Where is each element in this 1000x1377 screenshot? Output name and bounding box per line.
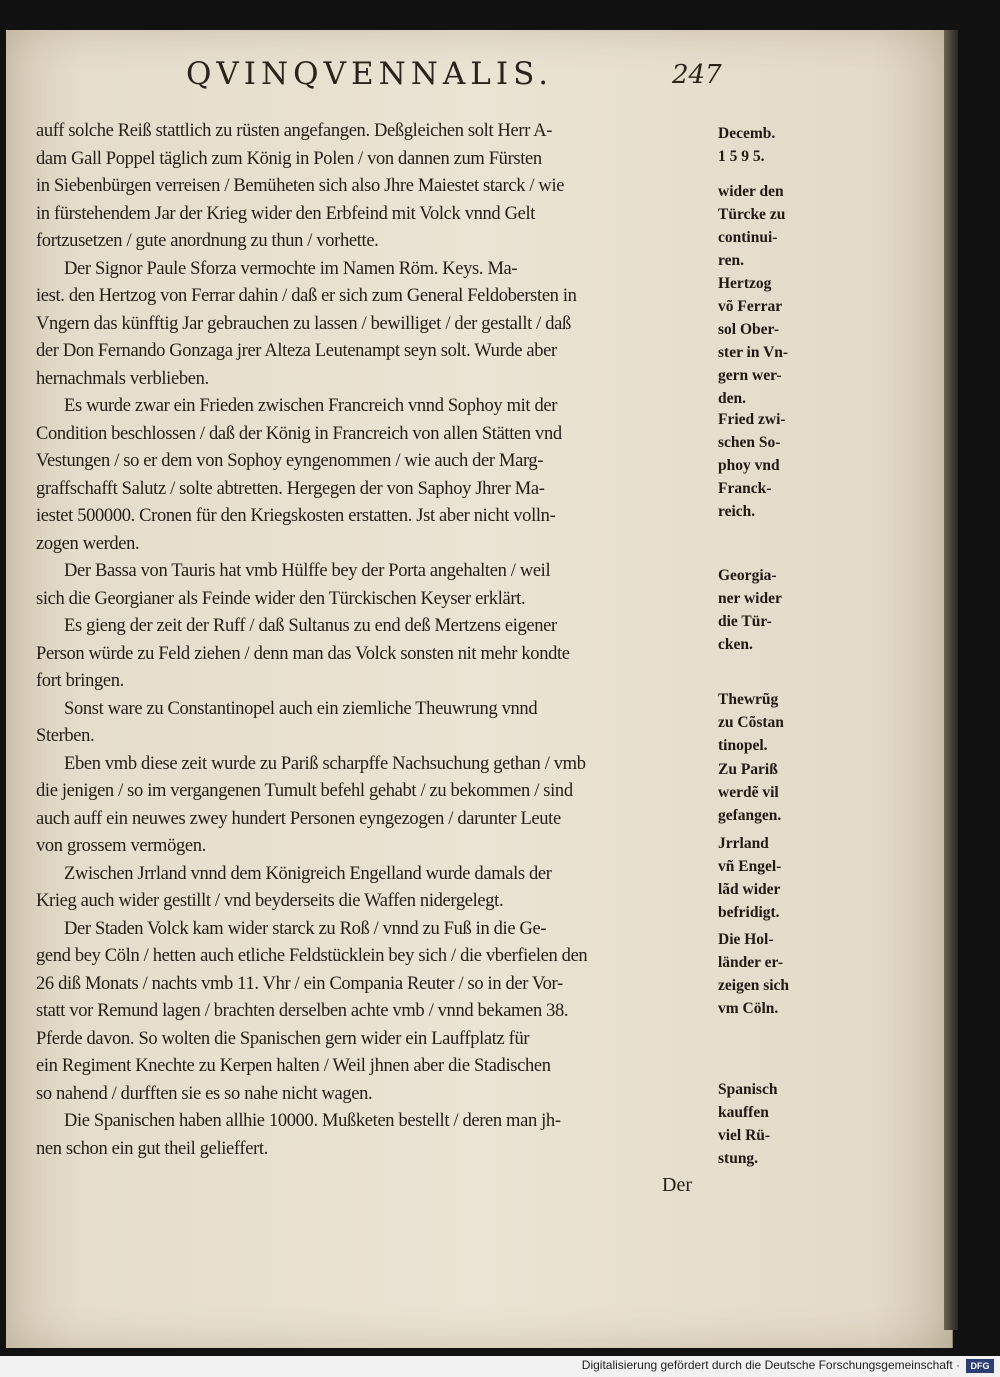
margin-note xyxy=(718,928,818,1020)
text-line: hernachmals verblieben. xyxy=(36,368,209,389)
text-line: Der Staden Volck kam wider starck zu Roß / vnnd zu Fuß in die Ge- xyxy=(64,918,547,939)
text-line: statt vor Remund lagen / brachten derselben achte vmb / vnnd bekamen 38. xyxy=(36,1001,569,1021)
margin-note-line: sol Ober- xyxy=(718,321,779,338)
margin-note-line: zu Cõstan xyxy=(718,714,784,731)
text-line: Es gieng der zeit der Ruff / daß Sultanus zu end deß Mertzens eigener xyxy=(64,616,557,636)
text-line: fort bringen. xyxy=(36,671,124,691)
paragraph xyxy=(36,916,712,1109)
text-line: Die Spanischen haben allhie 10000. Mußketen bestellt / deren man jh- xyxy=(64,1111,561,1131)
paragraph xyxy=(36,613,712,696)
margin-note xyxy=(718,122,818,168)
text-line: Sonst ware zu Constantinopel auch ein ziemliche Theuwrung vnnd xyxy=(64,698,538,719)
margin-note xyxy=(718,180,818,272)
dfg-logo-icon: DFG xyxy=(966,1359,994,1373)
paragraph xyxy=(36,256,712,394)
margin-note-line: cken. xyxy=(718,636,753,653)
margin-note-line: wider den xyxy=(718,183,784,200)
text-line: Pferde davon. So wolten die Spanischen gern wider ein Lauffplatz für xyxy=(36,1028,530,1049)
margin-note-line: Thewrũg xyxy=(718,691,779,708)
margin-note-line: Jrrland xyxy=(718,835,769,852)
margin-note-line: gefangen. xyxy=(718,807,782,824)
margin-note-line: lãd wider xyxy=(718,881,781,898)
running-head: QVINQVENNALIS. xyxy=(186,56,554,92)
margin-note-line: phoy vnd xyxy=(718,457,780,474)
footer-credit: Digitalisierung gefördert durch die Deutsche Forschungsgemeinschaft · xyxy=(581,1358,960,1372)
margin-note-line: tinopel. xyxy=(718,737,768,754)
margin-note-line: länder er- xyxy=(718,954,783,971)
margin-note-line: befridigt. xyxy=(718,904,780,921)
paragraph xyxy=(36,861,712,916)
text-line: Condition beschlossen / daß der König in Francreich von allen Stätten vnd xyxy=(36,423,562,444)
margin-note xyxy=(718,272,818,410)
margin-note-line: schen So- xyxy=(718,434,781,451)
text-line: nen schon ein gut theil gelieffert. xyxy=(36,1138,268,1159)
text-line: Zwischen Jrrland vnnd dem Königreich Engelland wurde damals der xyxy=(64,863,552,884)
margin-note-line: Hertzog xyxy=(718,275,772,292)
text-line: iest. den Hertzog von Ferrar dahin / daß er sich zum General Feldobersten in xyxy=(36,286,577,306)
page-edge xyxy=(944,30,958,1330)
text-line: Es wurde zwar ein Frieden zwischen Francreich vnnd Sophoy mit der xyxy=(64,396,558,416)
text-line: Krieg auch wider gestillt / vnd beyderseits die Waffen nidergelegt. xyxy=(36,891,504,911)
text-line: die jenigen / so im vergangenen Tumult befehl gehabt / zu bekommen / sind xyxy=(36,781,573,801)
margin-note-line: zeigen sich xyxy=(718,977,790,994)
margin-note-line: Die Hol- xyxy=(718,931,774,948)
body-text xyxy=(36,118,712,1163)
page-number: 247 xyxy=(672,60,722,90)
margin-note-line: Georgia- xyxy=(718,567,777,584)
text-line: so nahend / durfften sie es so nahe nicht wagen. xyxy=(36,1083,373,1104)
text-line: zogen werden. xyxy=(36,533,140,554)
margin-note-line: ner wider xyxy=(718,590,782,607)
margin-note xyxy=(718,688,818,757)
text-line: Person würde zu Feld ziehen / denn man das Volck sonsten nit mehr kondte xyxy=(36,643,570,664)
text-line: Der Signor Paule Sforza vermochte im Namen Röm. Keys. Ma- xyxy=(64,258,518,279)
margin-note-line: ren. xyxy=(718,252,744,269)
text-line: auff solche Reiß stattlich zu rüsten angefangen. Deßgleichen solt Herr A- xyxy=(36,121,553,141)
text-line: fortzusetzen / gute anordnung zu thun / vorhette. xyxy=(36,231,379,251)
margin-note xyxy=(718,564,818,656)
text-line: in Siebenbürgen verreisen / Bemüheten sich also Jhre Maiestet starck / wie xyxy=(36,176,565,196)
paragraph xyxy=(36,118,712,256)
margin-note-line: stung. xyxy=(718,1150,759,1167)
text-line: 26 diß Monats / nachts vmb 11. Vhr / ein Compania Reuter / so in der Vor- xyxy=(36,973,563,994)
margin-note xyxy=(718,758,818,827)
footer-bar xyxy=(0,1356,1000,1377)
text-line: in fürstehendem Jar der Krieg wider den Erbfeind mit Volck vnnd Gelt xyxy=(36,203,536,224)
text-line: Eben vmb diese zeit wurde zu Pariß scharpffe Nachsuchung gethan / vmb xyxy=(64,753,586,774)
text-line: gend bey Cöln / hetten auch etliche Feldstücklein bey sich / die vberfielen den xyxy=(36,946,588,966)
margin-note-line: werdẽ vil xyxy=(718,784,779,801)
margin-note-line: den. xyxy=(718,390,746,407)
text-line: auch auff ein neuwes zwey hundert Personen eyngezogen / darunter Leute xyxy=(36,808,561,829)
margin-note-line: vm Cöln. xyxy=(718,1000,779,1017)
text-line: Der Bassa von Tauris hat vmb Hülffe bey der Porta angehalten / weil xyxy=(64,561,551,581)
text-line: dam Gall Poppel täglich zum König in Polen / von dannen zum Fürsten xyxy=(36,148,542,169)
margin-note-line: ster in Vn- xyxy=(718,344,789,361)
margin-note-line: Spanisch xyxy=(718,1081,778,1098)
margin-note-line: die Tür- xyxy=(718,613,772,630)
text-line: ein Regiment Knechte zu Kerpen halten / Weil jhnen aber die Stadischen xyxy=(36,1056,551,1076)
margin-note-line: kauffen xyxy=(718,1104,769,1121)
paragraph xyxy=(36,1108,712,1163)
margin-note-line: viel Rü- xyxy=(718,1127,771,1144)
margin-note-line: vñ Engel- xyxy=(718,858,782,875)
text-line: iestet 500000. Cronen für den Kriegskosten erstatten. Jst aber nicht volln- xyxy=(36,506,556,526)
margin-note-line: reich. xyxy=(718,503,756,520)
paragraph xyxy=(36,558,712,613)
margin-note-line: Decemb. xyxy=(718,125,776,142)
margin-note-line: Zu Pariß xyxy=(718,761,778,778)
margin-note-line: Türcke zu xyxy=(718,206,786,223)
margin-note-line: gern wer- xyxy=(718,367,782,384)
text-line: Vngern das künfftig Jar gebrauchen zu lassen / bewilliget / der gestallt / daß xyxy=(36,313,571,334)
text-line: sich die Georgianer als Feinde wider den Türckischen Keyser erklärt. xyxy=(36,588,526,609)
paragraph xyxy=(36,696,712,751)
margin-note xyxy=(718,408,818,523)
margin-note xyxy=(718,832,818,924)
margin-note-line: võ Ferrar xyxy=(718,298,783,315)
margin-note-line: Franck- xyxy=(718,480,772,497)
paragraph xyxy=(36,751,712,861)
text-line: der Don Fernando Gonzaga jrer Alteza Leutenampt seyn solt. Wurde aber xyxy=(36,341,557,361)
catchword: Der xyxy=(662,1174,692,1196)
paragraph xyxy=(36,393,712,558)
text-line: graffschafft Salutz / solte abtretten. Hergegen der von Saphoy Jhrer Ma- xyxy=(36,478,545,499)
margin-note-line: 1 5 9 5. xyxy=(718,148,765,165)
margin-note xyxy=(718,1078,818,1170)
text-line: Sterben. xyxy=(36,726,95,746)
margin-note-line: Fried zwi- xyxy=(718,411,786,428)
text-line: Vestungen / so er dem von Sophoy eyngenommen / wie auch der Marg- xyxy=(36,451,544,471)
margin-note-line: continui- xyxy=(718,229,778,246)
text-line: von grossem vermögen. xyxy=(36,836,206,856)
